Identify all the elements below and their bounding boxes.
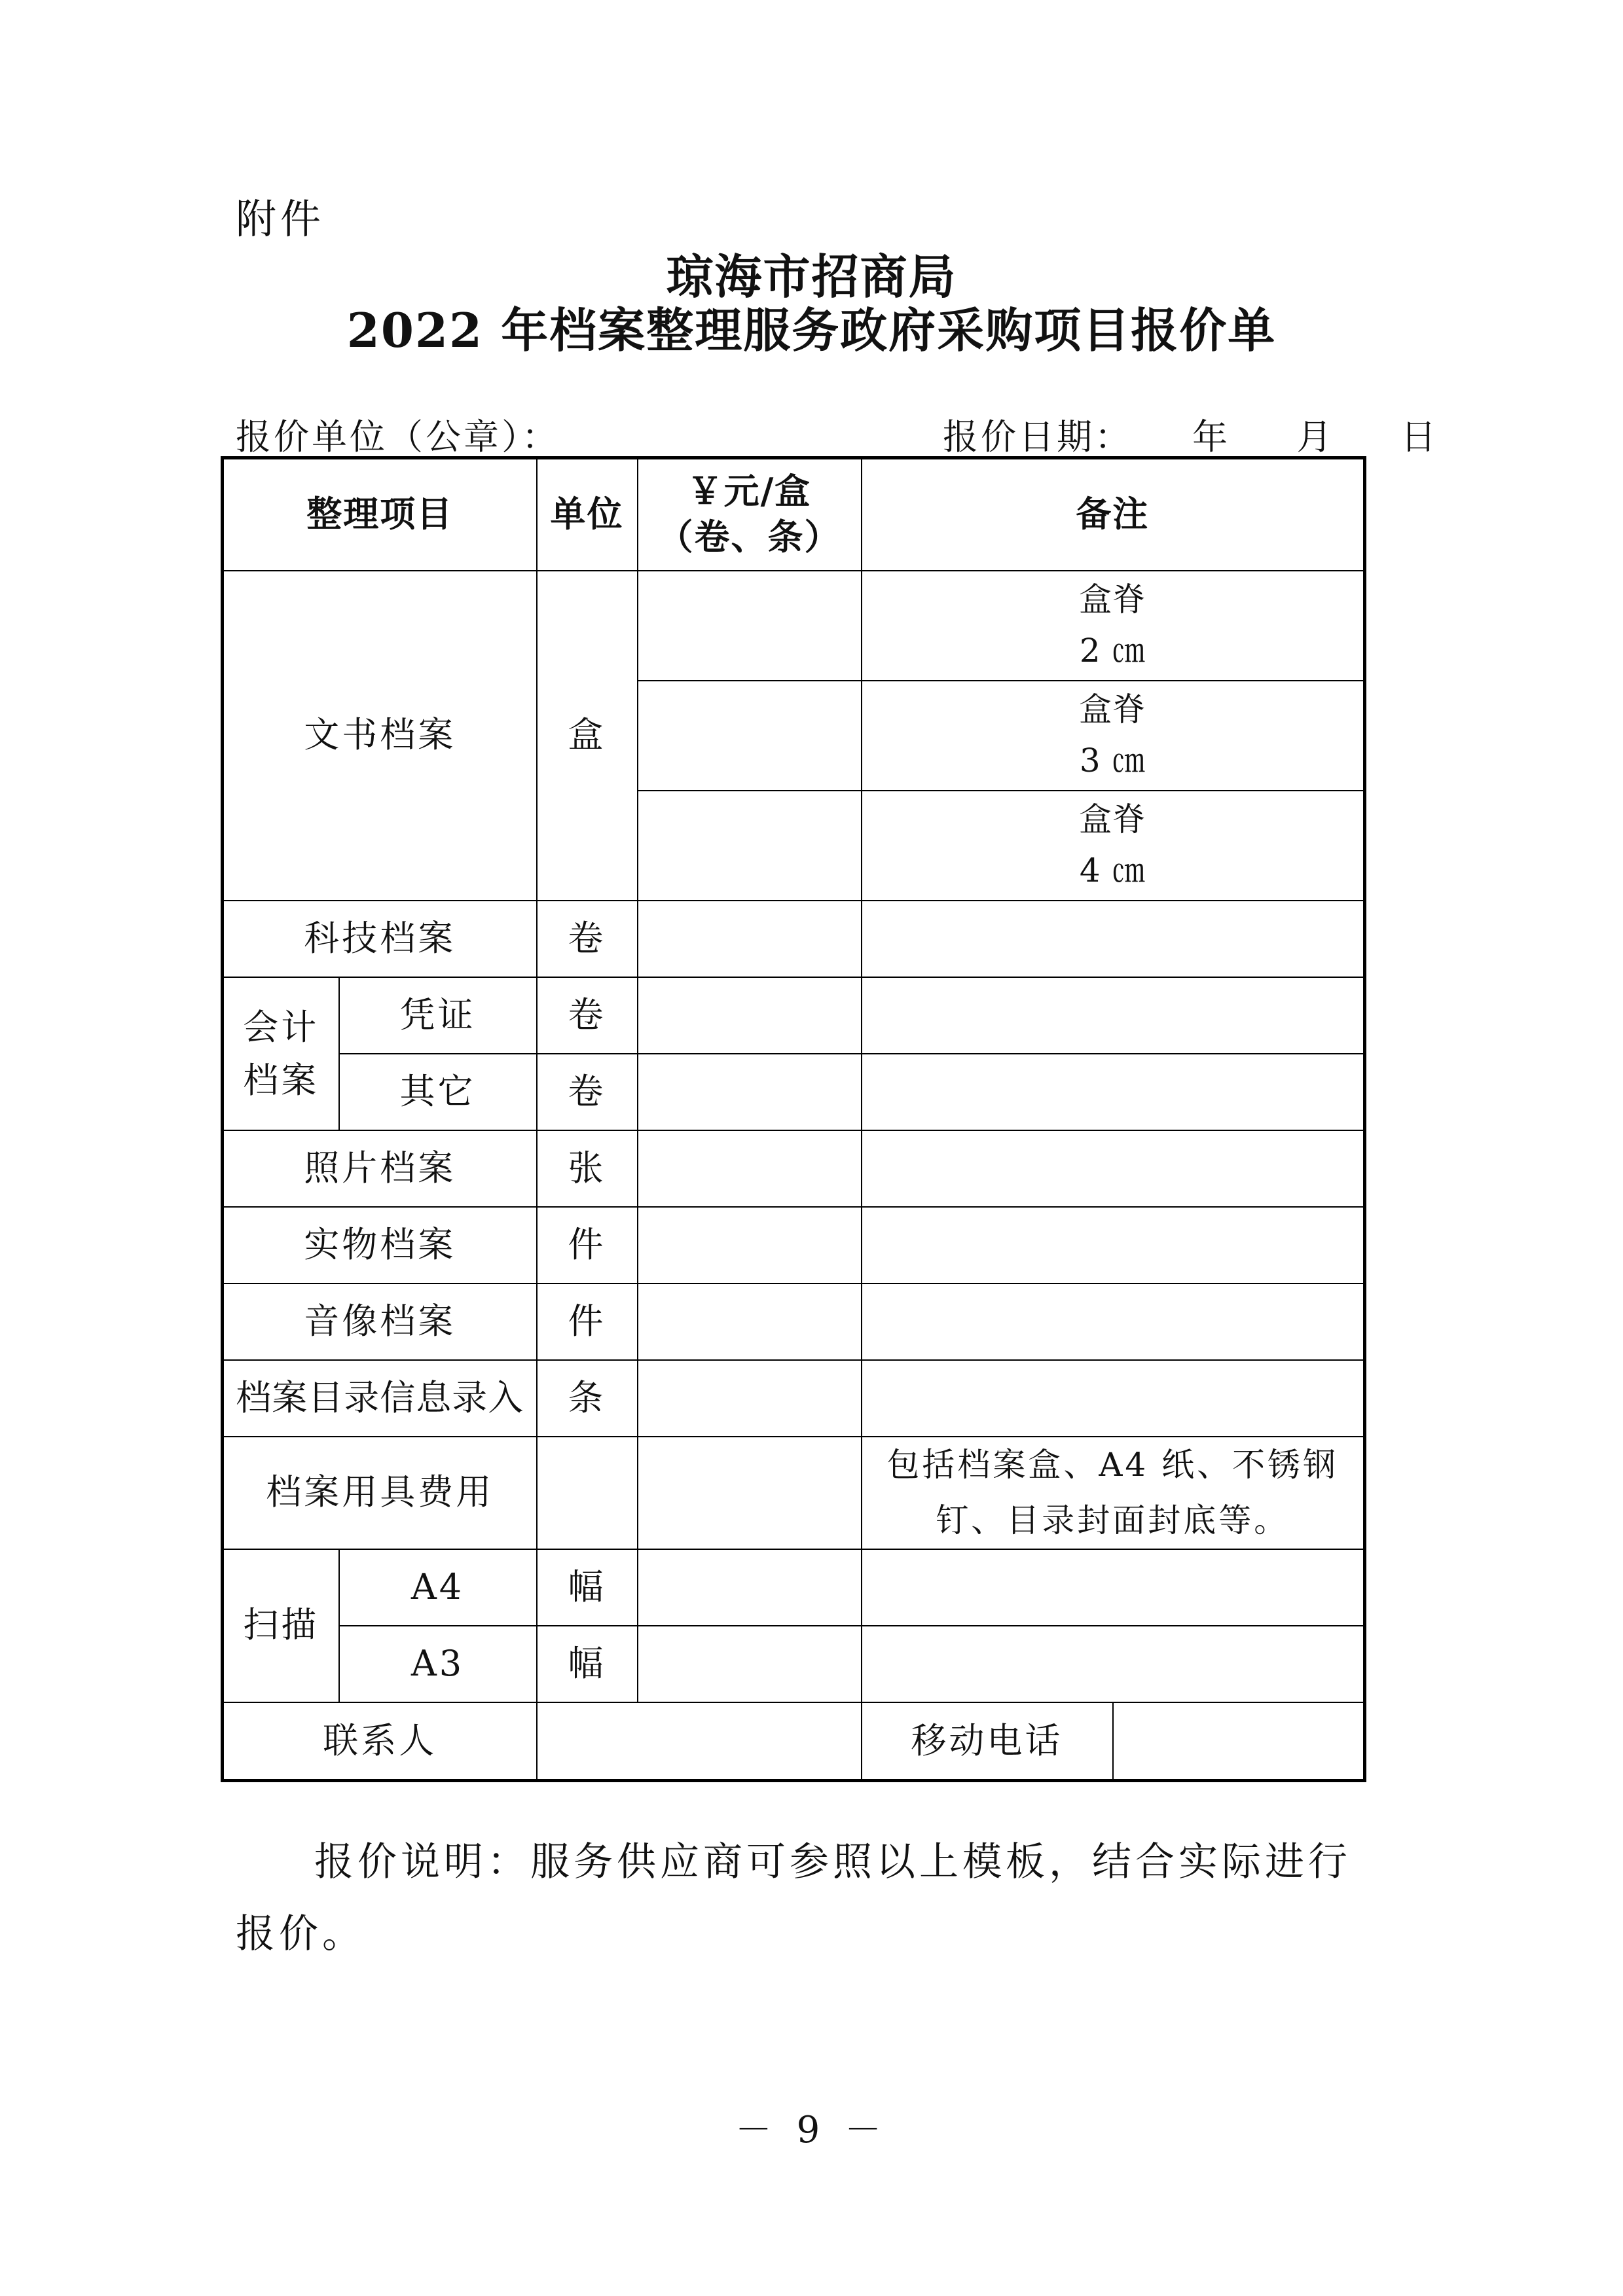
quote-date-year: 年: [1192, 416, 1231, 457]
price-cell[interactable]: [638, 1437, 862, 1549]
keji-unit: 卷: [537, 901, 638, 977]
saomiao-a3-item: A3: [339, 1626, 537, 1702]
saomiao-a4-unit: 幅: [537, 1549, 638, 1626]
table-row: [223, 1054, 1365, 1130]
mulu-item: 档案目录信息录入: [223, 1360, 537, 1437]
header-item: 整理项目: [223, 458, 537, 571]
table-row: [223, 977, 1365, 1054]
remark-cell[interactable]: [862, 1207, 1365, 1283]
table-row: [223, 1437, 1365, 1549]
price-cell[interactable]: [638, 1207, 862, 1283]
attachment-label: 附件: [236, 195, 325, 243]
shiwu-unit: 件: [537, 1207, 638, 1283]
price-cell[interactable]: [638, 681, 862, 791]
price-cell[interactable]: [638, 571, 862, 681]
price-cell[interactable]: [638, 1549, 862, 1626]
wenshu-remark-2cm: [862, 571, 1365, 681]
quote-table: [221, 456, 1366, 1782]
remark-size: 2 ㎝: [1079, 631, 1146, 670]
yinxiang-item: 音像档案: [223, 1283, 537, 1360]
price-cell[interactable]: [638, 901, 862, 977]
zhaopian-item: 照片档案: [223, 1130, 537, 1207]
kuaiji-qita-unit: 卷: [537, 1054, 638, 1130]
price-cell[interactable]: [638, 1054, 862, 1130]
saomiao-a4-item: A4: [339, 1549, 537, 1626]
header-row: [223, 458, 1365, 571]
price-cell[interactable]: [638, 1130, 862, 1207]
document-title-line1: 琼海市招商局: [666, 249, 957, 304]
wenshu-unit: 盒: [537, 571, 638, 901]
saomiao-a3-unit: 幅: [537, 1626, 638, 1702]
remark-cell[interactable]: [862, 1549, 1365, 1626]
price-cell[interactable]: [638, 977, 862, 1054]
remark-cell[interactable]: [862, 977, 1365, 1054]
remark-cell[interactable]: [862, 1054, 1365, 1130]
contact-input[interactable]: [537, 1702, 862, 1781]
remark-size: 3 ㎝: [1079, 741, 1146, 780]
quote-date-day: 日: [1400, 416, 1439, 457]
table-row: [223, 571, 1365, 681]
quote-date: [943, 409, 1439, 459]
table-row: [223, 1549, 1365, 1626]
kuaiji-qita-item: 其它: [339, 1054, 537, 1130]
wenshu-item: 文书档案: [223, 571, 537, 901]
yinxiang-unit: 件: [537, 1283, 638, 1360]
yongju-item: 档案用具费用: [223, 1437, 537, 1549]
remark-label: 盒脊: [1079, 691, 1146, 728]
saomiao-group: 扫描: [223, 1549, 339, 1702]
table-row: [223, 1283, 1365, 1360]
quote-date-label: 报价日期：: [943, 416, 1133, 457]
mobile-label: 移动电话: [862, 1702, 1113, 1781]
remark-size: 4 ㎝: [1079, 851, 1146, 889]
remark-cell[interactable]: [862, 1130, 1365, 1207]
mobile-input[interactable]: [1113, 1702, 1365, 1781]
contact-row: [223, 1702, 1365, 1781]
remark-cell[interactable]: [862, 1283, 1365, 1360]
remark-label: 盒脊: [1079, 800, 1146, 838]
header-unit: 单位: [537, 458, 638, 571]
contact-label: 联系人: [223, 1702, 537, 1781]
quote-explanation: 报价说明：服务供应商可参照以上模板，结合实际进行报价。: [236, 1839, 1351, 1957]
wenshu-remark-3cm: [862, 681, 1365, 791]
document-title-line2: 2022 年档案整理服务政府采购项目报价单: [346, 302, 1277, 358]
table-row: [223, 1626, 1365, 1702]
header-price: ￥元/盒（卷、条）: [638, 458, 862, 571]
page-number: － 9 －: [735, 2109, 888, 2151]
table-row: [223, 901, 1365, 977]
kuaiji-group: 会计档案: [223, 977, 339, 1130]
yongju-remark: 包括档案盒、A4 纸、不锈钢钉、目录封面封底等。: [862, 1437, 1365, 1549]
yongju-unit: [537, 1437, 638, 1549]
price-cell[interactable]: [638, 1626, 862, 1702]
remark-label: 盒脊: [1079, 581, 1146, 619]
kuaiji-pingzheng-unit: 卷: [537, 977, 638, 1054]
kuaiji-pingzheng-item: 凭证: [339, 977, 537, 1054]
zhaopian-unit: 张: [537, 1130, 638, 1207]
header-remark: 备注: [862, 458, 1365, 571]
table-row: [223, 1130, 1365, 1207]
price-cell[interactable]: [638, 1283, 862, 1360]
wenshu-remark-4cm: [862, 791, 1365, 901]
quote-date-month: 月: [1296, 416, 1335, 457]
remark-cell[interactable]: [862, 901, 1365, 977]
price-cell[interactable]: [638, 1360, 862, 1437]
quote-unit-label: 报价单位（公章）：: [236, 416, 560, 457]
keji-item: 科技档案: [223, 901, 537, 977]
shiwu-item: 实物档案: [223, 1207, 537, 1283]
table-row: [223, 1207, 1365, 1283]
price-cell[interactable]: [638, 791, 862, 901]
remark-cell[interactable]: [862, 1626, 1365, 1702]
table-row: [223, 1360, 1365, 1437]
remark-cell[interactable]: [862, 1360, 1365, 1437]
mulu-unit: 条: [537, 1360, 638, 1437]
